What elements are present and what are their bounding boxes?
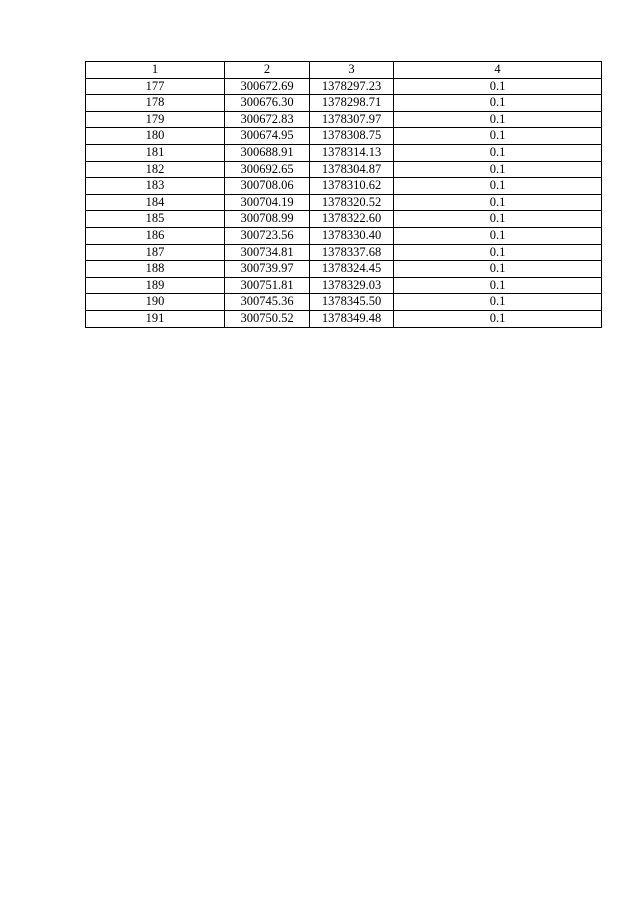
x-coordinate-cell: 300672.69 [225, 78, 310, 95]
accuracy-cell: 0.1 [394, 294, 602, 311]
table-row [86, 178, 602, 195]
table-row [86, 144, 602, 161]
accuracy-cell: 0.1 [394, 244, 602, 261]
x-coordinate-cell: 300734.81 [225, 244, 310, 261]
point-number-cell: 186 [86, 227, 225, 244]
x-coordinate-cell: 300723.56 [225, 227, 310, 244]
table-row [86, 211, 602, 228]
table-row [86, 78, 602, 95]
y-coordinate-cell: 1378320.52 [310, 194, 394, 211]
table-row [86, 244, 602, 261]
x-coordinate-cell: 300739.97 [225, 261, 310, 278]
y-coordinate-cell: 1378310.62 [310, 178, 394, 195]
point-number-cell: 177 [86, 78, 225, 95]
y-coordinate-cell: 1378330.40 [310, 227, 394, 244]
y-coordinate-cell: 1378304.87 [310, 161, 394, 178]
table-row [86, 95, 602, 112]
y-coordinate-cell: 1378349.48 [310, 310, 394, 327]
table-row [86, 261, 602, 278]
y-coordinate-cell: 1378324.45 [310, 261, 394, 278]
table-row [86, 161, 602, 178]
y-coordinate-cell: 1378329.03 [310, 277, 394, 294]
point-number-cell: 182 [86, 161, 225, 178]
accuracy-cell: 0.1 [394, 78, 602, 95]
y-coordinate-cell: 1378322.60 [310, 211, 394, 228]
y-coordinate-cell: 1378314.13 [310, 144, 394, 161]
x-coordinate-cell: 300692.65 [225, 161, 310, 178]
point-number-cell: 191 [86, 310, 225, 327]
x-coordinate-cell: 300750.52 [225, 310, 310, 327]
table-row [86, 194, 602, 211]
accuracy-cell: 0.1 [394, 310, 602, 327]
x-coordinate-cell: 300674.95 [225, 128, 310, 145]
point-number-cell: 179 [86, 111, 225, 128]
accuracy-cell: 0.1 [394, 227, 602, 244]
point-number-cell: 181 [86, 144, 225, 161]
table-row [86, 277, 602, 294]
table-row [86, 294, 602, 311]
accuracy-cell: 0.1 [394, 178, 602, 195]
column-header-2: 2 [225, 62, 310, 79]
x-coordinate-cell: 300745.36 [225, 294, 310, 311]
table-body [86, 78, 602, 327]
accuracy-cell: 0.1 [394, 144, 602, 161]
accuracy-cell: 0.1 [394, 95, 602, 112]
x-coordinate-cell: 300751.81 [225, 277, 310, 294]
table-header-row [86, 62, 602, 79]
coordinates-table [85, 61, 602, 328]
accuracy-cell: 0.1 [394, 128, 602, 145]
y-coordinate-cell: 1378308.75 [310, 128, 394, 145]
table-row [86, 111, 602, 128]
column-header-4: 4 [394, 62, 602, 79]
column-header-1: 1 [86, 62, 225, 79]
x-coordinate-cell: 300708.06 [225, 178, 310, 195]
x-coordinate-cell: 300676.30 [225, 95, 310, 112]
point-number-cell: 180 [86, 128, 225, 145]
point-number-cell: 185 [86, 211, 225, 228]
y-coordinate-cell: 1378345.50 [310, 294, 394, 311]
column-header-3: 3 [310, 62, 394, 79]
point-number-cell: 188 [86, 261, 225, 278]
accuracy-cell: 0.1 [394, 111, 602, 128]
x-coordinate-cell: 300708.99 [225, 211, 310, 228]
table-row [86, 227, 602, 244]
x-coordinate-cell: 300672.83 [225, 111, 310, 128]
accuracy-cell: 0.1 [394, 211, 602, 228]
y-coordinate-cell: 1378337.68 [310, 244, 394, 261]
y-coordinate-cell: 1378297.23 [310, 78, 394, 95]
accuracy-cell: 0.1 [394, 277, 602, 294]
point-number-cell: 178 [86, 95, 225, 112]
x-coordinate-cell: 300704.19 [225, 194, 310, 211]
point-number-cell: 183 [86, 178, 225, 195]
y-coordinate-cell: 1378298.71 [310, 95, 394, 112]
point-number-cell: 189 [86, 277, 225, 294]
table-row [86, 128, 602, 145]
accuracy-cell: 0.1 [394, 161, 602, 178]
point-number-cell: 190 [86, 294, 225, 311]
accuracy-cell: 0.1 [394, 261, 602, 278]
accuracy-cell: 0.1 [394, 194, 602, 211]
y-coordinate-cell: 1378307.97 [310, 111, 394, 128]
x-coordinate-cell: 300688.91 [225, 144, 310, 161]
point-number-cell: 187 [86, 244, 225, 261]
table-row [86, 310, 602, 327]
point-number-cell: 184 [86, 194, 225, 211]
